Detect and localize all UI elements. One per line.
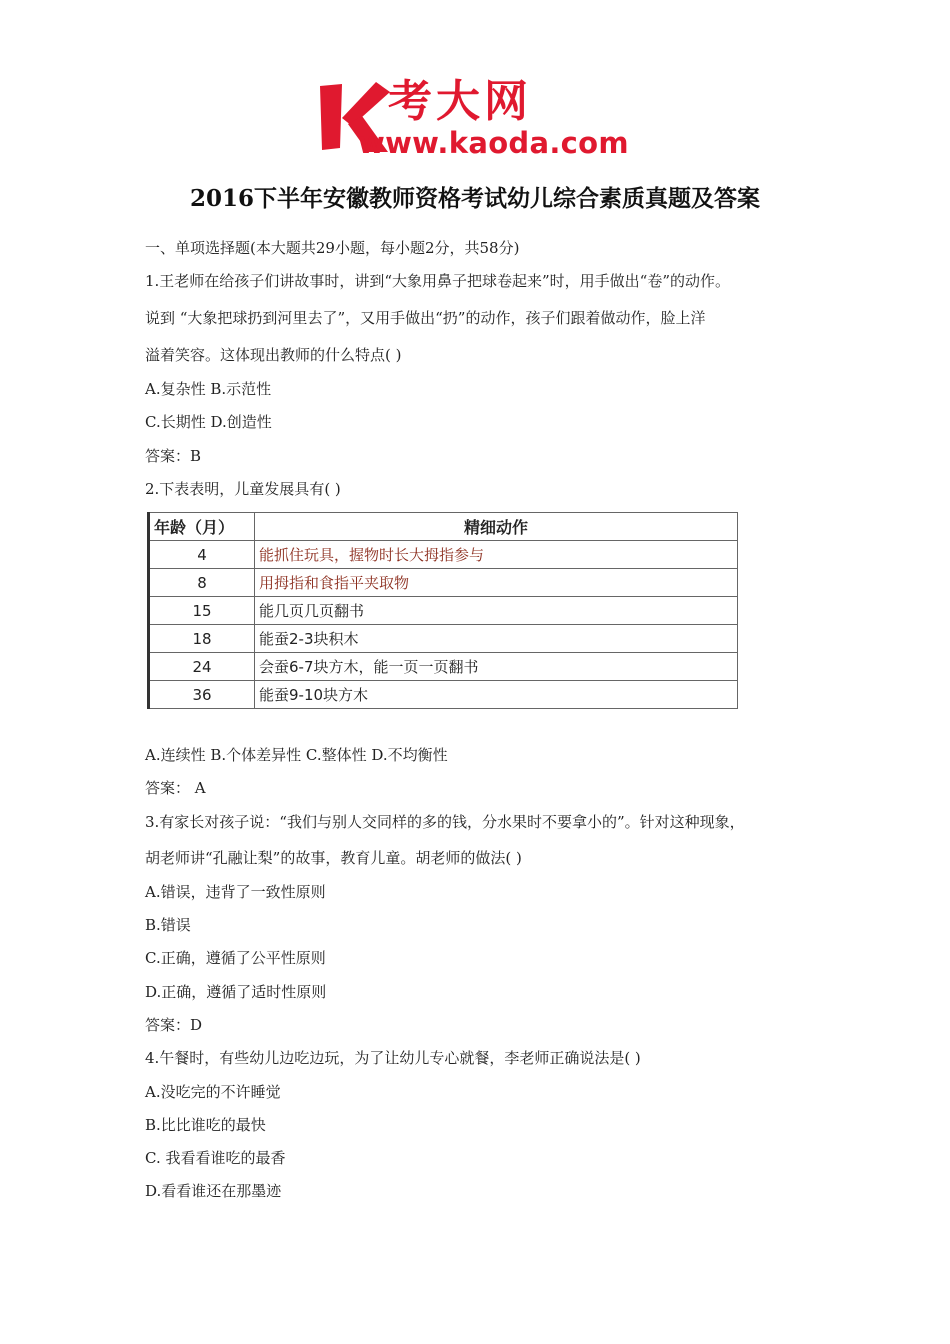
row-action: 能几页几页翻书 bbox=[255, 597, 738, 625]
table-row bbox=[149, 541, 738, 569]
q3-option-a: A.错误，违背了一致性原则 bbox=[145, 883, 326, 901]
table-row bbox=[149, 681, 738, 709]
row-action: 能蚕2-3块积木 bbox=[255, 625, 738, 653]
row-age: 8 bbox=[149, 569, 255, 597]
row-action: 能抓住玩具，握物时长大拇指参与 bbox=[255, 541, 738, 569]
q1-line-1: 1.王老师在给孩子们讲故事时，讲到“大象用鼻子把球卷起来”时，用手做出“卷”的动作。 bbox=[145, 272, 730, 290]
q3-answer: 答案：D bbox=[145, 1016, 203, 1034]
kaoda-logo bbox=[318, 78, 638, 158]
table-row bbox=[149, 625, 738, 653]
table-header-row bbox=[149, 513, 738, 541]
q3-option-b: B.错误 bbox=[145, 916, 191, 934]
section-heading: 一、单项选择题(本大题共29小题，每小题2分，共58分) bbox=[145, 239, 520, 257]
q3-line-1: 3.有家长对孩子说：“我们与别人交同样的多的钱，分水果时不要拿小的”。针对这种现象， bbox=[145, 813, 745, 831]
row-age: 36 bbox=[149, 681, 255, 709]
row-age: 15 bbox=[149, 597, 255, 625]
q1-options-cd: C.长期性 D.创造性 bbox=[145, 413, 272, 431]
q2-options: A.连续性 B.个体差异性 C.整体性 D.不均衡性 bbox=[145, 746, 448, 764]
row-action: 会蚕6-7块方木，能一页一页翻书 bbox=[255, 653, 738, 681]
logo-url: www.kaoda.com bbox=[358, 126, 629, 160]
document-title: 2016下半年安徽教师资格考试幼儿综合素质真题及答案 bbox=[189, 185, 760, 212]
header-action: 精细动作 bbox=[255, 513, 738, 541]
q4-stem: 4.午餐时，有些幼儿边吃边玩，为了让幼儿专心就餐，李老师正确说法是( ) bbox=[145, 1049, 641, 1067]
q1-line-3: 溢着笑容。这体现出教师的什么特点( ) bbox=[145, 346, 402, 364]
logo-title: 考大网 bbox=[388, 76, 532, 127]
q4-option-a: A.没吃完的不许睡觉 bbox=[145, 1083, 281, 1101]
q1-options-ab: A.复杂性 B.示范性 bbox=[145, 380, 272, 398]
q3-option-c: C.正确，遵循了公平性原则 bbox=[145, 949, 326, 967]
q1-line-2: 说到 “大象把球扔到河里去了”，又用手做出“扔”的动作，孩子们跟着做动作，脸上洋 bbox=[145, 309, 706, 327]
table-row bbox=[149, 653, 738, 681]
table-row bbox=[149, 597, 738, 625]
q4-option-d: D.看看谁还在那墨迹 bbox=[145, 1182, 282, 1200]
q2-answer: 答案： A bbox=[145, 779, 206, 797]
header-age: 年龄（月） bbox=[149, 513, 255, 541]
q4-option-b: B.比比谁吃的最快 bbox=[145, 1116, 266, 1134]
row-age: 4 bbox=[149, 541, 255, 569]
row-age: 18 bbox=[149, 625, 255, 653]
fine-motor-table bbox=[147, 512, 738, 709]
q3-option-d: D.正确，遵循了适时性原则 bbox=[145, 983, 327, 1001]
q4-option-c: C. 我看看谁吃的最香 bbox=[145, 1149, 286, 1167]
row-age: 24 bbox=[149, 653, 255, 681]
q2-stem: 2.下表表明，儿童发展具有( ) bbox=[145, 480, 341, 498]
row-action: 用拇指和食指平夹取物 bbox=[255, 569, 738, 597]
q3-line-2: 胡老师讲“孔融让梨”的故事，教育儿童。胡老师的做法( ) bbox=[145, 849, 522, 867]
table-row bbox=[149, 569, 738, 597]
row-action: 能蚕9-10块方木 bbox=[255, 681, 738, 709]
q1-answer: 答案：B bbox=[145, 447, 202, 465]
